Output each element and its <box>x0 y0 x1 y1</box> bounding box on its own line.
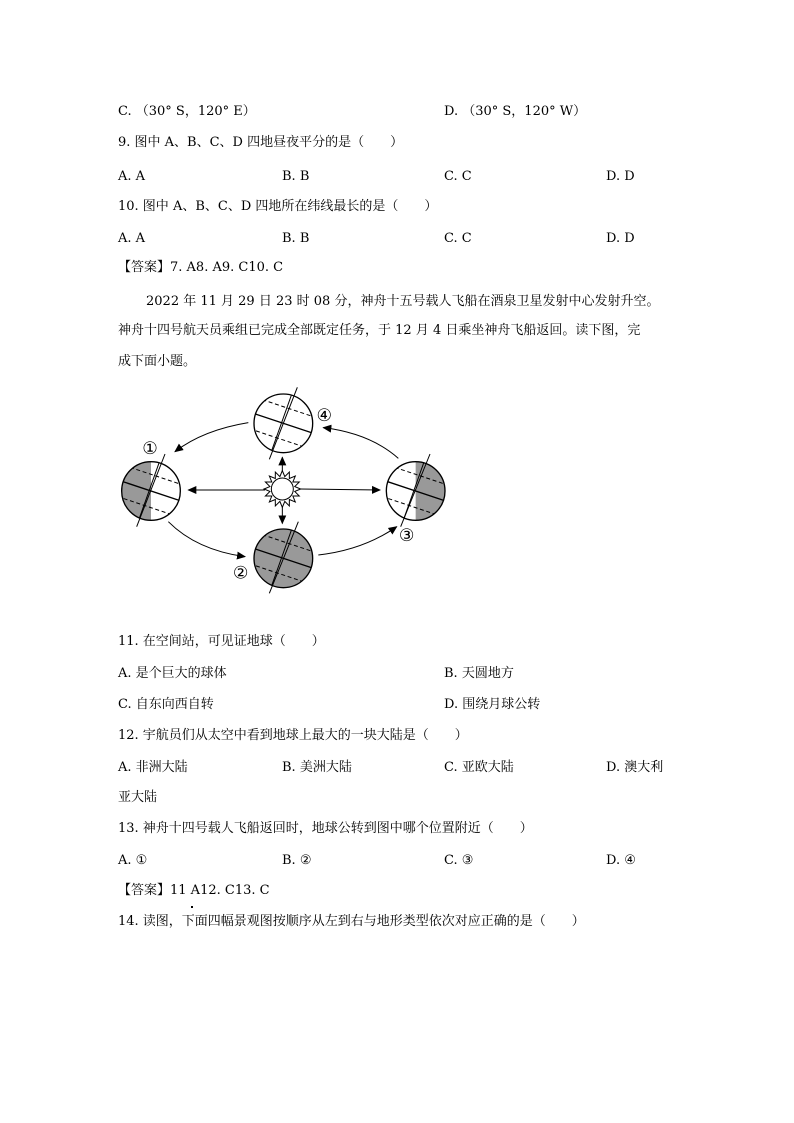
label-position-2: ② <box>232 563 249 584</box>
answer-7-10: 【答案】7. A8. A9. C10. C <box>118 260 284 275</box>
q11-option-c: C. 自东向西自转 <box>118 697 214 712</box>
q11-option-d: D. 围绕月球公转 <box>444 697 541 712</box>
q12-option-a: A. 非洲大陆 <box>118 760 188 775</box>
q8-option-c: C. （30° S，120° E） <box>118 104 256 119</box>
label-position-1: ① <box>142 439 158 459</box>
q12-option-b: B. 美洲大陆 <box>282 760 352 775</box>
q13-stem: 13. 神舟十四号载人飞船返回时，地球公转到图中哪个位置附近（ ） <box>118 821 533 836</box>
q13-option-a: A. ① <box>118 853 148 868</box>
q13-option-c: C. ③ <box>444 853 474 868</box>
q13-option-b: B. ② <box>282 853 312 868</box>
q10-option-a: A. A <box>118 231 146 246</box>
q9-option-a: A. A <box>118 169 146 184</box>
q8-option-d: D. （30° S，120° W） <box>444 104 587 119</box>
orbit-arrow <box>175 423 248 452</box>
q10-option-d: D. D <box>606 231 635 246</box>
label-position-3: ③ <box>398 526 415 546</box>
earth-position-3 <box>376 453 456 528</box>
q9-option-d: D. D <box>606 169 635 184</box>
q9-option-b: B. B <box>282 169 310 184</box>
intro-line-3: 成下面小题。 <box>118 354 197 369</box>
q9-stem: 9. 图中 A、B、C、D 四地昼夜平分的是（ ） <box>118 135 404 150</box>
answer-11-13: 【答案】11 A12. C13. C <box>118 883 270 898</box>
intro-line-2: 神舟十四号航天员乘组已完成全部既定任务，于 12 月 4 日乘坐神舟飞船返回。读下图，完 <box>118 323 641 338</box>
q10-option-c: C. C <box>444 231 472 246</box>
label-position-4: ④ <box>316 406 333 426</box>
earth-position-1 <box>111 453 191 528</box>
q10-option-b: B. B <box>282 231 310 246</box>
q14-stem: 14. 读图，下面四幅景观图按顺序从左到右与地形类型依次对应正确的是（ ） <box>118 914 585 929</box>
q12-option-c: C. 亚欧大陆 <box>444 760 514 775</box>
q11-option-a: A. 是个巨大的球体 <box>118 666 227 681</box>
orbit-arrow <box>323 428 398 459</box>
q12-stem: 12. 宇航员们从太空中看到地球上最大的一块大陆是（ ） <box>118 728 468 743</box>
q11-option-b: B. 天圆地方 <box>444 666 514 681</box>
q9-option-c: C. C <box>444 169 472 184</box>
q12-option-d: D. 澳大利 <box>606 760 664 775</box>
earth-position-2 <box>243 520 323 595</box>
orbit-arrow <box>168 522 245 557</box>
stray-dot <box>191 906 193 908</box>
q11-stem: 11. 在空间站，可见证地球（ ） <box>118 634 325 649</box>
orbit-arrow <box>318 527 396 555</box>
sun-icon <box>264 471 301 508</box>
earth-orbit-diagram <box>110 380 460 600</box>
q10-stem: 10. 图中 A、B、C、D 四地所在纬线最长的是（ ） <box>118 199 438 214</box>
q13-option-d: D. ④ <box>606 853 636 868</box>
earth-position-4 <box>243 385 323 460</box>
intro-line-1: 2022 年 11 月 29 日 23 时 08 分，神舟十五号载人飞船在酒泉卫星发射中心发射升空。 <box>146 294 660 309</box>
q12-option-d-wrap: 亚大陆 <box>118 790 158 805</box>
sunlight-arrow <box>300 489 380 490</box>
